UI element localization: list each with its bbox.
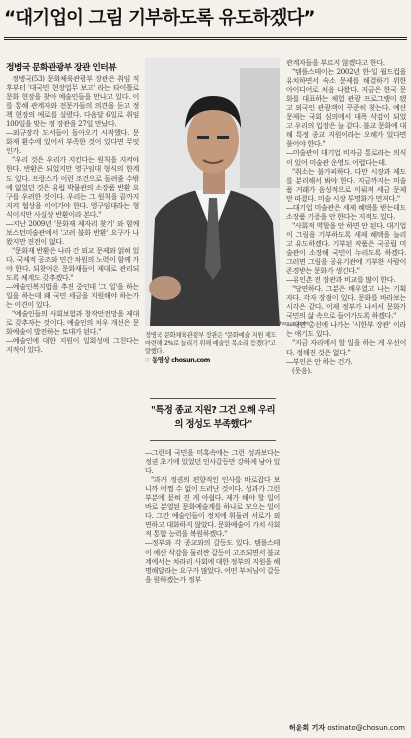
reporter-name: 허윤희 기자 (288, 724, 326, 732)
headline: “대기업이 그림 기부하도록 유도하겠다” (4, 8, 315, 29)
minister-photo (145, 58, 280, 326)
answer: "템플스테이는 2002년 한·일 월드컵을 유치하면서 숙소 문제를 해결하기 위한 아이디어로 처음 나왔다. 지금은 한국 문화를 대표하는 체험 관광 프로그램이 됐고 외국인 관광객이 꾸준히 찾는다. 예산 문제는 국회 심의에서 대폭 삭감이 되었고 우리의 입장은 늘 같다. 불교 문화에 대해 특정 종교 지원이라는 오해가 있다면 풀어야 한다." (286, 67, 406, 149)
pull-quote: "특정 종교 지원? 그건 오해 우리의 정성도 부족했다" (151, 405, 275, 430)
answer: "문화재 반환은 나라 간 외교 문제와 얽혀 있다. 국제적 공조와 민간 차원의 노력이 함께 가야 한다. 되찾아온 문화재들이 제대로 관리되도록 체계도 갖추겠다." (6, 245, 139, 283)
answer: "우리 것은 우리가 지킨다는 원칙을 지켜야 한다. 반환은 되었지만 영구임대 형식의 한계도 있다. 프랑스가 이런 조건으로 돌려줄 수밖에 없었던 것은 유럽 박물관의 소장품 반환 요구를 우려한 것이다. 우리는 그 원칙을 끝까지 지켜 협상을 이어가야 한다. 영구임대라는 형식이지만 사실상 반환이라 본다." (6, 155, 139, 219)
reporter-signature (289, 723, 405, 733)
interview-subhead: 정병국 문화관광부 장관 인터뷰 (6, 63, 117, 73)
answer: (웃음). (292, 365, 312, 375)
question: ―부인은 안 하는 건가. (286, 356, 353, 366)
question: ―예술인복지법을 추진 중인데 '그 일'을 하는 일을 하는데 왜 국민 세금을 지원해야 하는가는 이견이 있다. (6, 282, 139, 310)
answer: "과거 정권의 편향적인 인사를 바로잡다 보니까 어쩔 수 없이 드러난 것이다. 성과가 그런 부분에 묻혀 진 게 아쉽다. 제가 해야 할 일이 바로 분열된 문화예술계를 하나로 모으는 일이다. 그간 예술인들이 정치에 휘둘려 서로가 외면하고 대화하지 않았다. 문화예술이 가치 사회적 통합 능력을 복원하겠다." (145, 475, 280, 539)
paragraph: 정병국(53) 문화체육관광부 장관은 취임 직후부터 '대국민 현장업무 보고' 라는 타이틀로 문화 현장을 찾아 예술인들을 만나고 있다. 이를 통해 관계자와 전문가들의 의견을 듣고 정책 현장의 애로를 살폈다. 다음달 6일로 취임 100일을 맞는 정 장관을 27일 만났다. (6, 74, 139, 129)
pull-quote-rule-bottom (150, 440, 276, 441)
headline-rule (4, 37, 407, 38)
headline-rule-2 (4, 39, 407, 40)
answer: "지금 자리에서 할 일을 하는 게 우선이다. 정해진 것은 없다." (286, 338, 406, 357)
paragraph: 관계자들을 부르지 않겠다고 한다. (286, 58, 385, 67)
portrait-illustration (145, 58, 280, 326)
caption-text: 정병국 문화체육관광부 장관은 "문화예술 지원 제도 마련해 2%로 늘리기 위해 예술인 목소리 듣겠다"고 말했다. (145, 332, 277, 356)
question: ―유인촌 전 장관과 비교를 많이 한다. (286, 275, 396, 285)
video-link[interactable]: ☞ 동영상 chosun.com (145, 356, 210, 364)
photo-caption (145, 332, 280, 365)
column-middle (145, 448, 280, 734)
photo-credit: 오종찬 기자 ojc1979@chosun.com (219, 321, 310, 327)
reporter-email: ostinato@chosun.com (327, 724, 405, 732)
question: ―예술인에 대한 지원이 일회성에 그친다는 지적이 있다. (6, 336, 139, 355)
question: ―지난 2009년 '문화재 제자리 찾기' 와 함께 보스턴미술관에서 '고려 불화 반환' 요구가 나왔지만 진전이 없다. (6, 218, 139, 246)
answer: "취소는 불가피하다. 다만 시장과 제도를 분리해서 봐야 한다. 지금까지는 미술품 거래가 음성적으로 이뤄져 세금 문제만 따졌다. 미술 시장 투명화가 먼저다." (286, 166, 406, 203)
answer: "사회적 역할을 안 하면 안 된다. 대기업이 그림을 기부하도록 세제 혜택을 늘리고 유도하겠다. 기부된 작품은 국공립 미술관이 소장해 국민이 누리도록 하겠다. 그러면 그림을 공유기관에 기부한 사람이 존경받는 문화가 생긴다." (286, 220, 406, 276)
column-left (6, 74, 139, 722)
question: ―정부와 각 종교와의 갈등도 있다. 템플스테이 예산 삭감을 둘러싼 갈등이 고조되면서 불교계에서는 차라리 사회에 대한 정부의 지원을 해명해달라는 요구가 많았다. 어떤 부처님이 갈등을 원하겠는가 정부 (145, 538, 280, 584)
column-right (286, 58, 406, 720)
answer: "당연하다. 그분은 배우였고 나는 기획자다. 각자 장점이 있다. 문화를 바라보는 시각은 같다. 이제 정부가 나서서 문화가 국민의 삶 속으로 들어가도록 하겠다." (286, 284, 406, 321)
question: ―대기업 미술관은 세제 혜택을 받는데도 소장품 기증을 안 한다는 지적도 있다. (286, 202, 406, 221)
question: ―그런데 국민을 미혹속에는 그런 성과보다는 정권 초기에 있었던 인사갈등만 강하게 남아 있다. (145, 448, 280, 476)
pull-quote-rule-top (150, 398, 276, 399)
answer: "예술인들의 사회보험과 창작안전망을 제대로 갖추자는 것이다. 예술인의 처우 개선은 문화예술이 발전하는 토대가 된다." (6, 309, 139, 337)
question: ―외규장각 도서들이 돌아오기 시작했다. 문화재 환수에 있어서 부족한 것이 있다면 무엇인가. (6, 128, 139, 156)
question: ―미술관이 대기업 비자금 통로라는 의식이 있어 미술관 운영도 어렵다는데. (286, 148, 406, 167)
question: ―내년 총선에 나가는 '시한부 장관' 이라는 얘기도 있다. (286, 320, 406, 339)
